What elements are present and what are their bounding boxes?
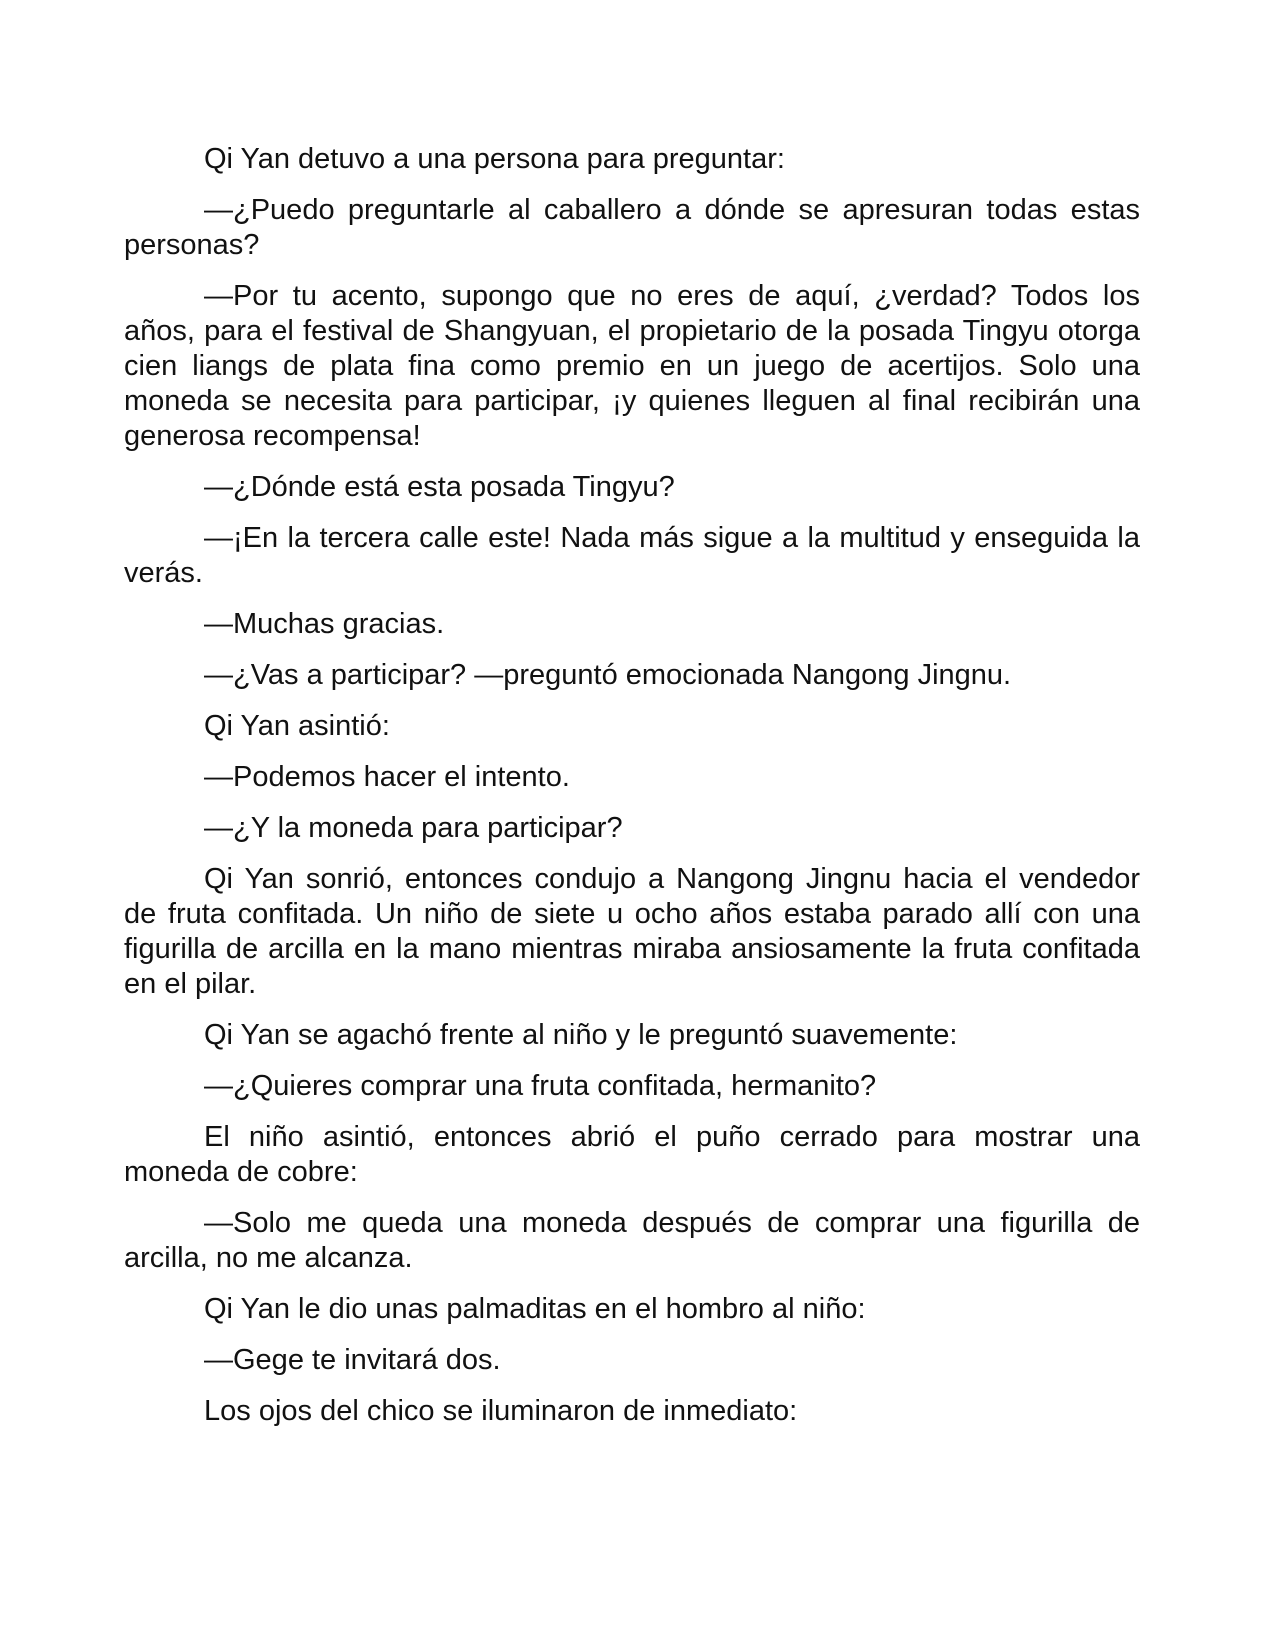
paragraph: —Muchas gracias. — [204, 608, 445, 640]
paragraph: —¿Y la moneda para participar? — [204, 812, 623, 844]
paragraph: Qi Yan se agachó frente al niño y le preguntó suavemente: — [204, 1019, 958, 1051]
paragraph: Qi Yan detuvo a una persona para preguntar: — [204, 143, 785, 175]
paragraph: El niño asintió, entonces abrió el puño cerrado para mostrar una moneda de cobre: — [124, 1121, 1140, 1188]
paragraph: —¿Quieres comprar una fruta confitada, hermanito? — [204, 1070, 877, 1102]
paragraph: Los ojos del chico se iluminaron de inmediato: — [204, 1395, 798, 1427]
paragraph: —¿Vas a participar? —preguntó emocionada Nangong Jingnu. — [204, 659, 1012, 691]
paragraph: —¿Dónde está esta posada Tingyu? — [204, 471, 675, 503]
paragraph: —¡En la tercera calle este! Nada más sigue a la multitud y enseguida la verás. — [124, 522, 1140, 589]
body-text — [124, 142, 1140, 1445]
paragraph: —Solo me queda una moneda después de comprar una figurilla de arcilla, no me alcanza. — [124, 1207, 1140, 1274]
paragraph: —Por tu acento, supongo que no eres de aquí, ¿verdad? Todos los años, para el festival de Shangyuan, el propietario de la posada Tingyu otorga cien liangs de plata fina como premio en un juego de acertijos. Solo una moneda se necesita para participar, ¡y quienes lleguen al final recibirán una generosa recompensa! — [124, 280, 1140, 452]
paragraph: —Gege te invitará dos. — [204, 1344, 501, 1376]
paragraph: Qi Yan le dio unas palmaditas en el hombro al niño: — [204, 1293, 866, 1325]
paragraph: —Podemos hacer el intento. — [204, 761, 570, 793]
paragraph: —¿Puedo preguntarle al caballero a dónde se apresuran todas estas personas? — [124, 194, 1140, 261]
paragraph: Qi Yan asintió: — [204, 710, 390, 742]
paragraph: Qi Yan sonrió, entonces condujo a Nangong Jingnu hacia el vendedor de fruta confitada. Un niño de siete u ocho años estaba parado allí con una figurilla de arcilla en la mano mientras miraba ansiosamente la fruta confitada en el pilar. — [124, 863, 1140, 1000]
